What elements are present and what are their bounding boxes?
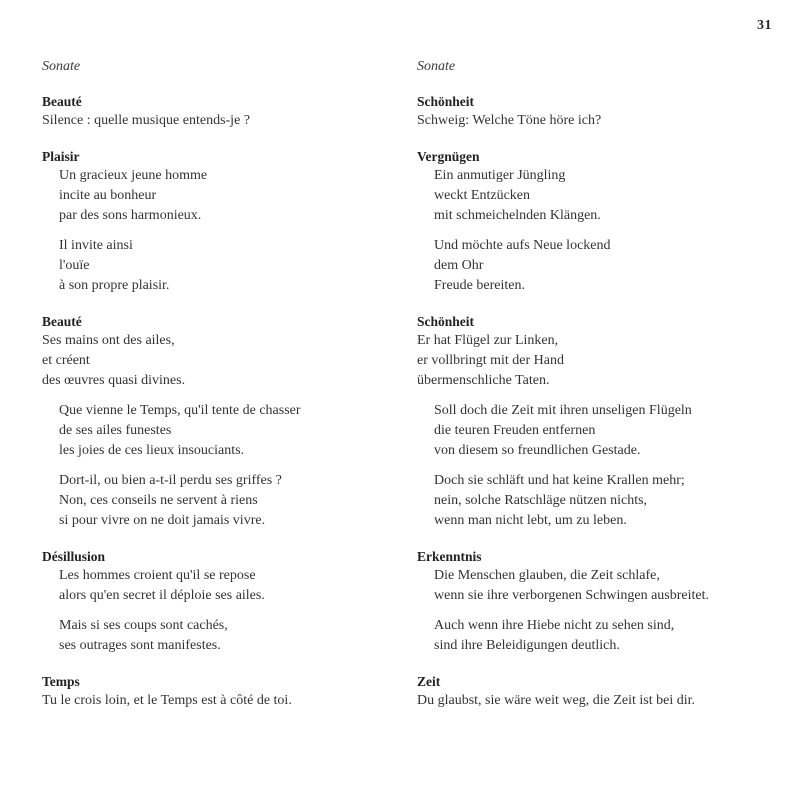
speaker-name: Désillusion bbox=[42, 549, 106, 564]
verse-line: Tu le crois loin, et le Temps est à côté de toi. bbox=[42, 693, 292, 708]
speaker-name: Plaisir bbox=[42, 149, 80, 164]
stanza bbox=[42, 331, 402, 391]
stanza bbox=[417, 691, 777, 711]
speaker-block bbox=[417, 673, 777, 711]
stanza bbox=[42, 401, 402, 461]
verse-line: Mais si ses coups sont cachés, bbox=[59, 618, 228, 633]
stanza bbox=[417, 236, 777, 296]
verse-line: von diesem so freundlichen Gestade. bbox=[434, 443, 641, 458]
speaker-name: Zeit bbox=[417, 674, 441, 689]
verse-line: Die Menschen glauben, die Zeit schlafe, bbox=[434, 568, 660, 583]
verse-line: l'ouïe bbox=[59, 258, 90, 273]
verse-line: Un gracieux jeune homme bbox=[59, 168, 208, 183]
speaker-name: Temps bbox=[42, 674, 80, 689]
speaker-block bbox=[42, 548, 402, 656]
stanza bbox=[417, 566, 777, 606]
speaker-block bbox=[42, 673, 402, 711]
verse-line: Schweig: Welche Töne höre ich? bbox=[417, 113, 602, 128]
page-number: 31 bbox=[757, 18, 772, 33]
speaker-name: Erkenntnis bbox=[417, 549, 482, 564]
verse-line: Und möchte aufs Neue lockend bbox=[434, 238, 611, 253]
verse-line: Doch sie schläft und hat keine Krallen mehr; bbox=[434, 473, 685, 488]
stanza bbox=[42, 471, 402, 531]
stanza bbox=[42, 236, 402, 296]
verse-line: des œuvres quasi divines. bbox=[42, 373, 186, 388]
stanza bbox=[417, 471, 777, 531]
verse-line: er vollbringt mit der Hand bbox=[417, 353, 564, 368]
verse-line: sind ihre Beleidigungen deutlich. bbox=[434, 638, 620, 653]
verse-line: Auch wenn ihre Hiebe nicht zu sehen sind, bbox=[434, 618, 675, 633]
speaker-block bbox=[42, 148, 402, 296]
verse-line: Freude bereiten. bbox=[434, 278, 525, 293]
verse-line: Les hommes croient qu'il se repose bbox=[59, 568, 256, 583]
verse-line: Ses mains ont des ailes, bbox=[42, 333, 175, 348]
german-column-title: Sonate bbox=[417, 59, 456, 74]
stanza bbox=[42, 566, 402, 606]
verse-line: dem Ohr bbox=[434, 258, 484, 273]
speaker-block bbox=[417, 148, 777, 296]
verse-line: Il invite ainsi bbox=[59, 238, 133, 253]
verse-line: alors qu'en secret il déploie ses ailes. bbox=[59, 588, 265, 603]
german-verse-blocks bbox=[417, 93, 777, 711]
stanza bbox=[42, 166, 402, 226]
verse-line: wenn man nicht lebt, um zu leben. bbox=[434, 513, 627, 528]
speaker-name: Beauté bbox=[42, 314, 82, 329]
speaker-name: Beauté bbox=[42, 94, 82, 109]
speaker-block bbox=[42, 93, 402, 131]
verse-line: si pour vivre on ne doit jamais vivre. bbox=[59, 513, 266, 528]
stanza bbox=[417, 166, 777, 226]
speaker-block bbox=[417, 548, 777, 656]
stanza bbox=[417, 111, 777, 131]
stanza bbox=[417, 616, 777, 656]
verse-line: ses outrages sont manifestes. bbox=[59, 638, 221, 653]
verse-line: de ses ailes funestes bbox=[59, 423, 172, 438]
verse-line: par des sons harmonieux. bbox=[59, 208, 202, 223]
verse-line: die teuren Freuden entfernen bbox=[434, 423, 596, 438]
verse-line: mit schmeichelnden Klängen. bbox=[434, 208, 601, 223]
verse-line: Ein anmutiger Jüngling bbox=[434, 168, 566, 183]
verse-line: Du glaubst, sie wäre weit weg, die Zeit ist bei dir. bbox=[417, 693, 695, 708]
german-column bbox=[417, 58, 777, 728]
verse-line: weckt Entzücken bbox=[434, 188, 531, 203]
verse-line: et créent bbox=[42, 353, 90, 368]
verse-line: incite au bonheur bbox=[59, 188, 157, 203]
speaker-name: Vergnügen bbox=[417, 149, 480, 164]
verse-line: Que vienne le Temps, qu'il tente de chasser bbox=[59, 403, 301, 418]
french-column-title: Sonate bbox=[42, 59, 81, 74]
stanza bbox=[42, 111, 402, 131]
verse-line: à son propre plaisir. bbox=[59, 278, 170, 293]
verse-line: les joies de ces lieux insouciants. bbox=[59, 443, 245, 458]
verse-line: übermenschliche Taten. bbox=[417, 373, 550, 388]
stanza bbox=[417, 331, 777, 391]
verse-line: wenn sie ihre verborgenen Schwingen ausbreitet. bbox=[434, 588, 709, 603]
verse-line: nein, solche Ratschläge nützen nichts, bbox=[434, 493, 648, 508]
stanza bbox=[42, 691, 402, 711]
verse-line: Er hat Flügel zur Linken, bbox=[417, 333, 559, 348]
verse-line: Silence : quelle musique entends-je ? bbox=[42, 113, 250, 128]
verse-line: Dort-il, ou bien a-t-il perdu ses griffes ? bbox=[59, 473, 282, 488]
verse-line: Non, ces conseils ne servent à riens bbox=[59, 493, 258, 508]
french-verse-blocks bbox=[42, 93, 402, 711]
speaker-block bbox=[417, 313, 777, 531]
french-column bbox=[42, 58, 402, 728]
verse-line: Soll doch die Zeit mit ihren unseligen Flügeln bbox=[434, 403, 692, 418]
speaker-block bbox=[42, 313, 402, 531]
speaker-name: Schönheit bbox=[417, 314, 475, 329]
stanza bbox=[42, 616, 402, 656]
speaker-name: Schönheit bbox=[417, 94, 475, 109]
speaker-block bbox=[417, 93, 777, 131]
stanza bbox=[417, 401, 777, 461]
